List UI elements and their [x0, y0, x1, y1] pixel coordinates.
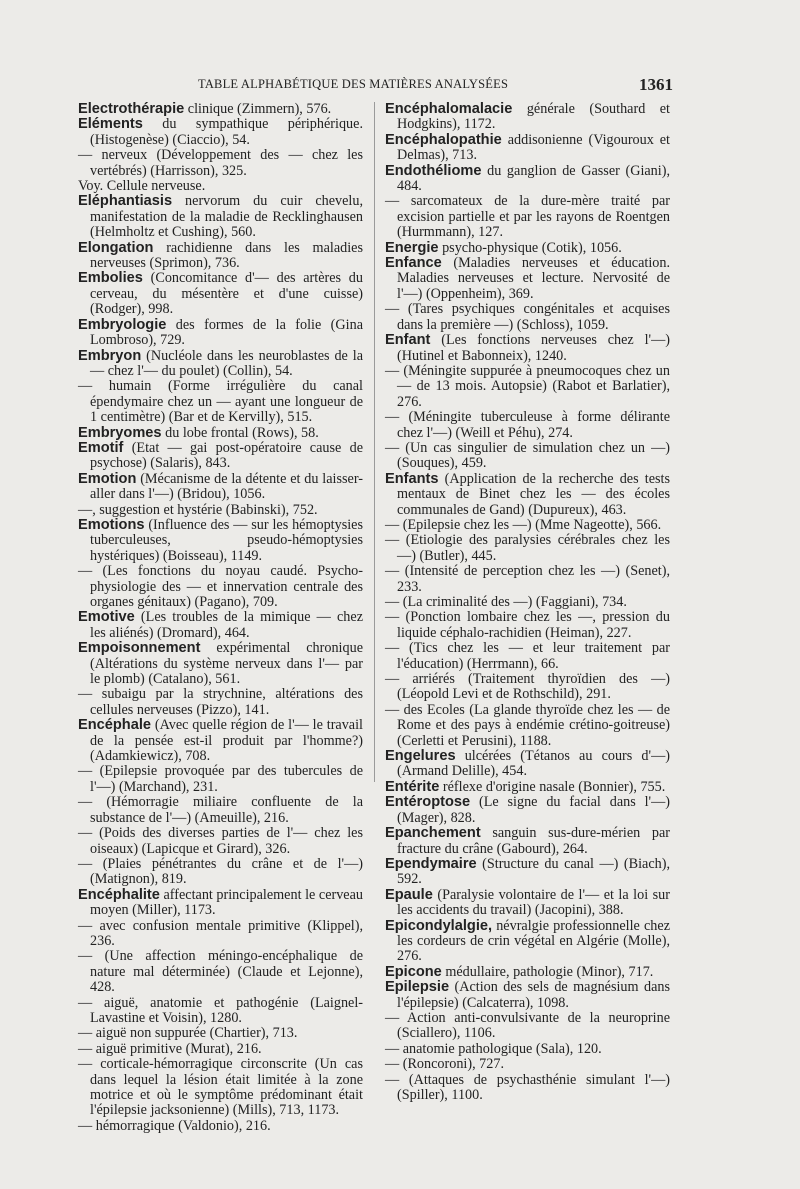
entry-text: réflexe d'origine nasale (Bonnier), 755. — [439, 778, 666, 795]
index-entry — [78, 1026, 363, 1041]
entry-heading: Enfants — [385, 470, 439, 487]
index-entry — [78, 610, 363, 641]
index-entry — [78, 687, 363, 718]
entry-text: (Les troubles de la mimique — chez les aliénés) (Dromard), 464. — [90, 609, 363, 641]
entry-text: — arriérés (Traitement thyroïdien des —) (Léopold Levi et de Rothschild), 291. — [385, 671, 670, 703]
entry-text: — anatomie pathologique (Sala), 120. — [385, 1040, 602, 1057]
entry-text: — (Les fonctions du noyau caudé. Psycho-physiologie des — et innervation centrale des organes génitaux) (Pagano), 709. — [78, 563, 363, 610]
index-entry — [78, 148, 363, 179]
index-entry — [78, 795, 363, 826]
index-entry — [385, 610, 670, 641]
entry-heading: Entéroptose — [385, 794, 471, 811]
entry-text: expérimental chronique (Altérations du système nerveux dans l'— par le plomb) (Catalano), 561. — [90, 640, 363, 688]
entry-heading: Epilepsie — [385, 979, 450, 996]
entry-text: sanguin sus-dure-mérien par fracture du crâne (Gabourd), 264. — [397, 825, 670, 857]
index-entry — [78, 472, 363, 503]
entry-heading: Ependymaire — [385, 855, 477, 872]
entry-text: (Le signe du facial dans l'—) (Mager), 828. — [397, 794, 670, 826]
entry-text: — (Ponction lombaire chez les —, pression du liquide céphalo-rachidien (Heiman), 227. — [385, 609, 670, 641]
entry-text: — aiguë primitive (Murat), 216. — [78, 1040, 262, 1057]
entry-text: — (Méningite tuberculeuse à forme délirante chez l'—) (Weill et Péhu), 274. — [385, 409, 670, 441]
entry-text: — (Une affection méningo-encéphalique de nature mal déterminée) (Claude et Lejonne), 428. — [78, 948, 363, 996]
entry-text: (Application de la recherche des tests mentaux de Binet chez les — des écoles communales de Gand) (Dupureux), 463. — [397, 470, 670, 518]
entry-heading: Epanchement — [385, 825, 481, 842]
entry-text: névralgie professionnelle chez les cordeurs de crin végétal en Algérie (Molle), 276. — [397, 917, 670, 965]
index-entry — [78, 379, 363, 425]
index-entry — [385, 410, 670, 441]
entry-heading: Eléphantiasis — [78, 193, 173, 210]
index-entry — [385, 672, 670, 703]
index-entry — [385, 980, 670, 1011]
entry-text: des formes de la folie (Gina Lombroso), 729. — [90, 316, 363, 349]
index-entry — [78, 194, 363, 240]
entry-heading: Entérite — [385, 778, 440, 795]
entry-text: (Concomitance d'— des artères du cerveau, du mésentère et d'une cuisse) (Rodger), 998. — [90, 270, 363, 318]
entry-heading: Encéphale — [78, 717, 151, 734]
entry-heading: Emotif — [78, 439, 124, 456]
index-entry — [385, 102, 670, 133]
entry-text: addisonienne (Vigouroux et Delmas), 713. — [397, 131, 670, 164]
entry-text: (Maladies nerveuses et éducation. Maladies nerveuses et lecture. Nervosité de l'—) (Oppenheim), 369. — [397, 255, 670, 302]
index-entry — [385, 472, 670, 518]
index-entry — [385, 965, 670, 980]
index-entry — [385, 564, 670, 595]
index-entry — [385, 780, 670, 795]
index-entry — [385, 888, 670, 919]
index-entry — [385, 826, 670, 857]
index-entry — [78, 1119, 363, 1134]
entry-text: — (Poids des diverses parties de l'— chez les oiseaux) (Lapicque et Girard), 326. — [78, 825, 363, 857]
entry-heading: Encéphalopathie — [385, 131, 502, 148]
entry-heading: Engelures — [385, 748, 456, 765]
entry-text: du ganglion de Gasser (Giani), 484. — [397, 162, 670, 195]
entry-text: — des Ecoles (La glande thyroïde chez les — de Rome et des pays à endémie crétino-goitreuse) (Cerletti et Perusini), 1188. — [385, 701, 670, 749]
entry-heading: Epicondylalgie, — [385, 917, 493, 934]
entry-text: ulcérées (Tétanos au cours d'—) (Armand Delille), 454. — [397, 748, 670, 780]
entry-text: — subaigu par la strychnine, altérations des cellules nerveuses (Pizzo), 141. — [78, 686, 363, 718]
entry-heading: Endothéliome — [385, 162, 482, 179]
entry-text: — (La criminalité des —) (Faggiani), 734. — [385, 594, 627, 610]
index-entry — [385, 857, 670, 888]
entry-text: (Action des sels de magnésium dans l'épilepsie) (Calcaterra), 1098. — [397, 979, 670, 1011]
index-entry — [385, 302, 670, 333]
index-entry — [385, 518, 670, 533]
entry-text: générale (Southard et Hodgkins), 1172. — [397, 101, 670, 133]
index-entry — [385, 364, 670, 410]
index-entry — [385, 749, 670, 780]
index-entry — [78, 349, 363, 380]
index-entry — [78, 949, 363, 995]
entry-text: rachidienne dans les maladies nerveuses (Sprimon), 736. — [90, 239, 363, 272]
entry-heading: Epaule — [385, 886, 433, 903]
index-entry — [78, 857, 363, 888]
entry-text: affectant principalement le cerveau moyen (Miller), 1173. — [90, 886, 363, 919]
index-entry — [78, 826, 363, 857]
index-entry — [78, 102, 363, 117]
entry-text: (Mécanisme de la détente et du laisser-aller dans l'—) (Bridou), 1056. — [90, 470, 363, 503]
entry-text: nervorum du cuir chevelu, manifestation de la maladie de Recklinghausen (Helmholtz et Cushing), 560. — [90, 193, 363, 241]
index-entry — [78, 117, 363, 148]
entry-text: du lobe frontal (Rows), 58. — [161, 424, 319, 441]
index-entry — [385, 1011, 670, 1042]
entry-heading: Epicone — [385, 963, 442, 980]
entry-heading: Eléments — [78, 116, 143, 133]
page-number: 1361 — [639, 75, 673, 94]
entry-text: (Etat — gai post-opératoire cause de psychose) (Salaris), 843. — [90, 439, 363, 472]
entry-text: — (Epilepsie chez les —) (Mme Nageotte), 566. — [385, 516, 662, 533]
entry-text: — corticale-hémorragique circonscrite (Un cas dans lequel la lésion était limitée à la zone motrice et où le symptôme prédominant était l'épilepsie jacksonienne) (Mills), 713, 1173. — [78, 1056, 363, 1119]
entry-text: (Paralysie volontaire de l'— et la loi sur les accidents du travail) (Jacopini), 388. — [397, 886, 670, 919]
entry-heading: Enfance — [385, 255, 442, 272]
entry-text: — (Hémorragie miliaire confluente de la substance de l'—) (Ameuille), 216. — [78, 794, 363, 826]
index-entry — [78, 718, 363, 764]
entry-text: du sympathique périphérique. (Histogenèse) (Ciaccio), 54. — [90, 116, 363, 148]
entry-text: — (Un cas singulier de simulation chez un —) (Souques), 459. — [385, 439, 670, 472]
index-entry — [78, 271, 363, 317]
index-entry — [385, 641, 670, 672]
index-entry — [385, 533, 670, 564]
entry-text: (Structure du canal —) (Biach), 592. — [397, 855, 670, 888]
index-entry — [385, 1042, 670, 1057]
entry-text: — (Attaques de psychasthénie simulant l'—) (Spiller), 1100. — [385, 1071, 670, 1103]
entry-heading: Encéphalomalacie — [385, 101, 513, 117]
entry-text: — (Tics chez les — et leur traitement par l'éducation) (Herrmann), 66. — [385, 640, 670, 672]
entry-heading: Embryon — [78, 347, 142, 364]
entry-text: — Action anti-convulsivante de la neuroprine (Sciallero), 1106. — [385, 1009, 670, 1042]
entry-heading: Emotive — [78, 609, 135, 626]
index-entry — [78, 179, 363, 194]
entry-heading: Embryologie — [78, 316, 167, 333]
index-entry — [385, 256, 670, 302]
entry-heading: Elongation — [78, 239, 154, 256]
entry-text: — aiguë, anatomie et pathogénie (Laignel-Lavastine et Voisin), 1280. — [78, 994, 363, 1026]
right-column — [385, 102, 670, 1103]
index-entry — [78, 1057, 363, 1119]
index-entry — [78, 919, 363, 950]
index-entry — [78, 888, 363, 919]
entry-heading: Embryomes — [78, 424, 162, 441]
running-title: TABLE ALPHABÉTIQUE DES MATIÈRES ANALYSÉES — [198, 77, 509, 91]
entry-text: — hémorragique (Valdonio), 216. — [78, 1117, 271, 1134]
index-entry — [385, 441, 670, 472]
index-entry — [78, 426, 363, 441]
entry-text: — (Epilepsie provoquée par des tubercules de l'—) (Marchand), 231. — [78, 763, 363, 795]
entry-text: — sarcomateux de la dure-mère traité par excision partielle et par les rayons de Roentgen (Hurmmann), 127. — [385, 193, 670, 241]
entry-heading: Embolies — [78, 270, 143, 287]
entry-text: — (Etiologie des paralysies cérébrales chez les —) (Butler), 445. — [385, 532, 670, 564]
index-entry — [385, 595, 670, 610]
index-entry — [78, 564, 363, 610]
entry-heading: Encéphalite — [78, 886, 160, 903]
index-entry — [78, 1042, 363, 1057]
index-entry — [385, 1073, 670, 1104]
entry-text: — nerveux (Développement des — chez les vertébrés) (Harrisson), 325. — [78, 147, 363, 179]
entry-heading: Emotions — [78, 516, 145, 533]
entry-text: — humain (Forme irrégulière du canal épendymaire chez un — ayant une longueur de 1 centimètre) (Bar et de Kervilly), 515. — [78, 378, 363, 426]
entry-text: (Nucléole dans les neuroblastes de la — chez l'— du poulet) (Collin), 54. — [90, 347, 363, 379]
index-entry — [78, 641, 363, 687]
index-entry — [78, 503, 363, 518]
entry-text: (Influence des — sur les hémoptysies tuberculeuses, pseudo-hémoptysies hystériques) (Boisseau), 1149. — [90, 516, 363, 564]
index-entry — [385, 1057, 670, 1072]
index-entry — [78, 996, 363, 1027]
entry-text: (Avec quelle région de l'— le travail de la pensée est-il produit par l'homme?) (Adamkiewicz), 708. — [90, 717, 363, 765]
index-entry — [78, 241, 363, 272]
entry-text: — (Roncoroni), 727. — [385, 1056, 505, 1073]
entry-text: — (Intensité de perception chez les —) (Senet), 233. — [385, 563, 670, 595]
entry-text: — (Plaies pénétrantes du crâne et de l'—) (Matignon), 819. — [78, 855, 363, 888]
index-entry — [385, 919, 670, 965]
entry-text: —, suggestion et hystérie (Babinski), 752. — [78, 501, 318, 518]
index-entry — [78, 441, 363, 472]
column-divider — [374, 102, 375, 782]
entry-text: — (Tares psychiques congénitales et acquises dans la première —) (Schloss), 1059. — [385, 301, 670, 333]
entry-text: — (Méningite suppurée à pneumocoques chez un — de 13 mois. Autopsie) (Rabot et Barlatier), 276. — [385, 362, 670, 410]
index-entry — [385, 333, 670, 364]
entry-heading: Enfant — [385, 332, 431, 349]
entry-text: — aiguë non suppurée (Chartier), 713. — [78, 1025, 298, 1042]
entry-text: (Les fonctions nerveuses chez l'—) (Hutinel et Babonneix), 1240. — [397, 332, 670, 364]
index-entry — [78, 764, 363, 795]
entry-heading: Electrothérapie — [78, 101, 185, 117]
entry-text: clinique (Zimmern), 576. — [184, 101, 332, 117]
page-header — [78, 75, 673, 95]
index-entry — [78, 318, 363, 349]
entry-heading: Energie — [385, 239, 439, 256]
entry-text: Voy. Cellule nerveuse. — [78, 178, 206, 195]
index-entry — [78, 518, 363, 564]
index-entry — [385, 703, 670, 749]
entry-text: — avec confusion mentale primitive (Klippel), 236. — [78, 917, 363, 949]
index-entry — [385, 164, 670, 195]
left-column — [78, 102, 363, 1134]
index-entry — [385, 133, 670, 164]
entry-text: psycho-physique (Cotik), 1056. — [438, 239, 622, 256]
entry-heading: Emotion — [78, 470, 137, 487]
entry-heading: Empoisonnement — [78, 640, 201, 657]
entry-text: médullaire, pathologie (Minor), 717. — [441, 963, 654, 980]
index-entry — [385, 194, 670, 240]
index-entry — [385, 241, 670, 256]
index-entry — [385, 795, 670, 826]
